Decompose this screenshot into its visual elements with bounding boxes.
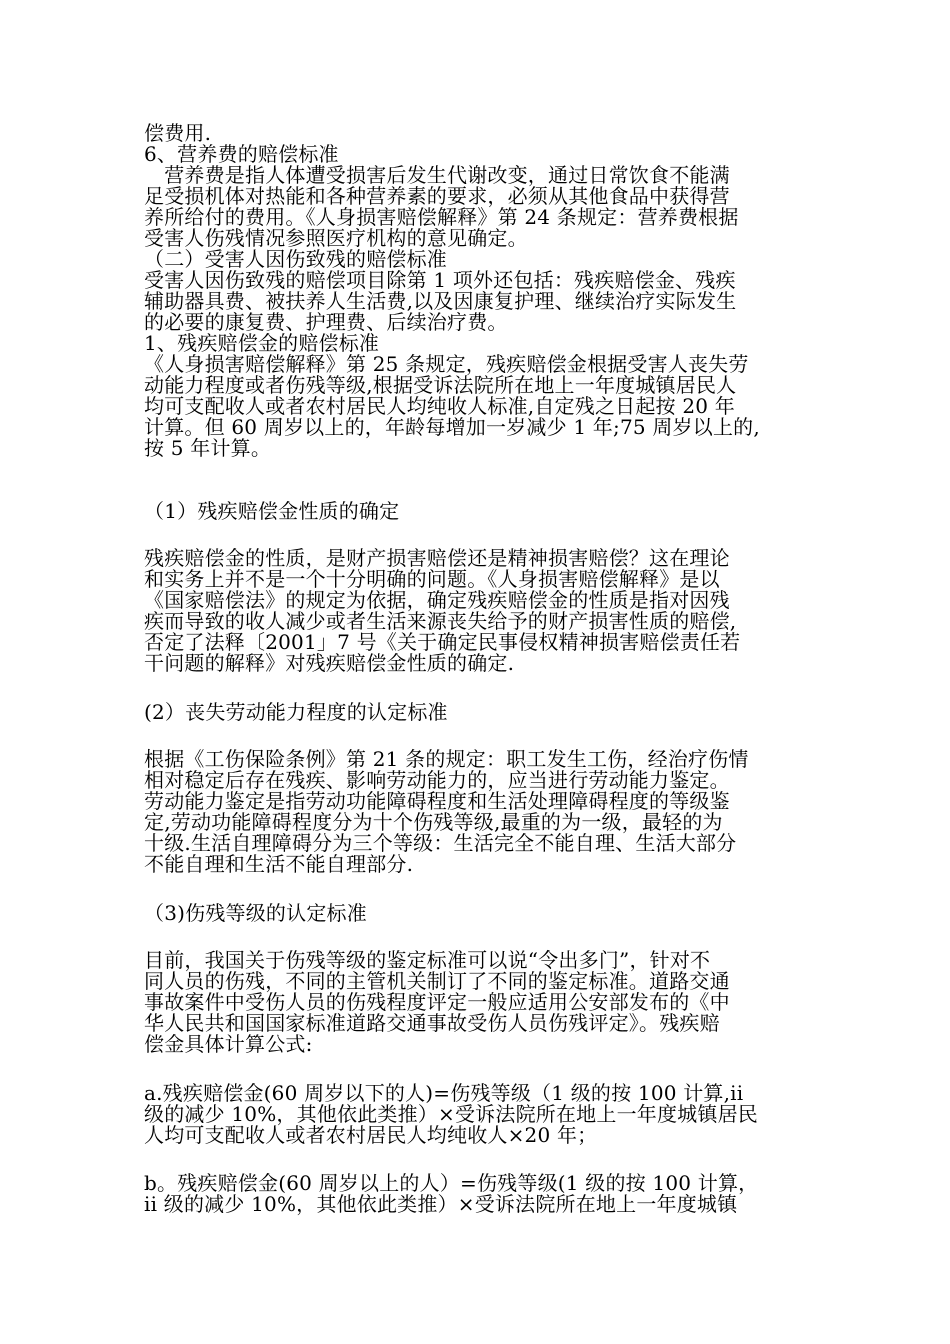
text-line: 的必要的康复费、护理费、后续治疗费。	[144, 310, 508, 334]
section-heading: （二）受害人因伤致残的赔偿标准	[144, 247, 447, 271]
text-line: 营养费是指人体遭受损害后发生代谢改变，通过日常饮食不能满	[144, 163, 730, 187]
text-line: 定,劳动功能障碍程度分为十个伤残等级,最重的为一级，最轻的为	[144, 810, 723, 834]
text-line: 干问题的解释》对残疾赔偿金性质的确定.	[144, 651, 515, 675]
text-line: 残疾赔偿金的性质，是财产损害赔偿还是精神损害赔偿？这在理论	[144, 546, 730, 570]
text-line: 目前，我国关于伤残等级的鉴定标准可以说“令出多门”，针对不	[144, 948, 711, 972]
text-line: 偿金具体计算公式:	[144, 1032, 313, 1056]
text-line: 同人员的伤残，不同的主管机关制订了不同的鉴定标准。道路交通	[144, 969, 730, 993]
text-line: 辅助器具费、被扶养人生活费,以及因康复护理、继续治疗实际发生	[144, 289, 737, 313]
section-heading: （3)伤残等级的认定标准	[144, 901, 367, 925]
formula-line: ii 级的减少 10%，其他依此类推）×受诉法院所在地上一年度城镇	[144, 1192, 738, 1216]
section-heading: 1、残疾赔偿金的赔偿标准	[144, 331, 380, 355]
text-line: 否定了法释〔2001」7 号《关于确定民事侵权精神损害赔偿责任若	[144, 630, 741, 654]
section-heading: 6、营养费的赔偿标准	[144, 142, 339, 166]
text-line: 受害人伤残情况参照医疗机构的意见确定。	[144, 226, 528, 250]
text-line: 和实务上并不是一个十分明确的问题。《人身损害赔偿解释》是以	[144, 567, 720, 591]
text-line: 根据《工伤保险条例》第 21 条的规定：职工发生工伤，经治疗伤情	[144, 747, 749, 771]
text-line: 疾而导致的收人减少或者生活来源丧失给予的财产损害性质的赔偿,	[144, 609, 737, 633]
text-line: 十级.生活自理障碍分为三个等级：生活完全不能自理、生活大部分	[144, 831, 737, 855]
text-line: 相对稳定后存在残疾、影响劳动能力的，应当进行劳动能力鉴定。	[144, 768, 730, 792]
text-line: 事故案件中受伤人员的伤残程度评定一般应适用公安部发布的《中	[144, 990, 730, 1014]
text-line: 华人民共和国国家标准道路交通事故受伤人员伤残评定》。残疾赔	[144, 1011, 720, 1035]
text-line: 不能自理和生活不能自理部分.	[144, 852, 414, 876]
formula-line: 人均可支配收人或者农村居民人均纯收人×20 年；	[144, 1123, 598, 1147]
section-heading: (2）丧失劳动能力程度的认定标准	[144, 700, 448, 724]
text-line: 受害人因伤致残的赔偿项目除第 1 项外还包括：残疾赔偿金、残疾	[144, 268, 736, 292]
formula-line: a.残疾赔偿金(60 周岁以下的人)=伤残等级（1 级的按 100 计算,ii	[144, 1081, 744, 1105]
section-heading: （1）残疾赔偿金性质的确定	[144, 499, 400, 523]
formula-line: b。残疾赔偿金(60 周岁以上的人）=伤残等级(1 级的按 100 计算，	[144, 1171, 759, 1195]
formula-line: 级的减少 10%，其他依此类推）×受诉法院所在地上一年度城镇居民	[144, 1102, 758, 1126]
text-line: 《人身损害赔偿解释》第 25 条规定，残疾赔偿金根据受害人丧失劳	[144, 352, 749, 376]
text-line: 计算。但 60 周岁以上的，年龄每增加一岁减少 1 年;75 周岁以上的,	[144, 415, 760, 439]
text-line: 偿费用.	[144, 121, 212, 145]
text-line: 动能力程度或者伤残等级,根据受诉法院所在地上一年度城镇居民人	[144, 373, 737, 397]
text-line: 养所给付的费用。《人身损害赔偿解释》第 24 条规定：营养费根据	[144, 205, 739, 229]
text-line: 按 5 年计算。	[144, 436, 272, 460]
text-line: 均可支配收人或者农村居民人均纯收人标准,自定残之日起按 20 年	[144, 394, 735, 418]
text-line: 足受损机体对热能和各种营养素的要求，必须从其他食品中获得营	[144, 184, 730, 208]
text-line: 《国家赔偿法》的规定为依据，确定残疾赔偿金的性质是指对因残	[144, 588, 730, 612]
text-line: 劳动能力鉴定是指劳动功能障碍程度和生活处理障碍程度的等级鉴	[144, 789, 730, 813]
